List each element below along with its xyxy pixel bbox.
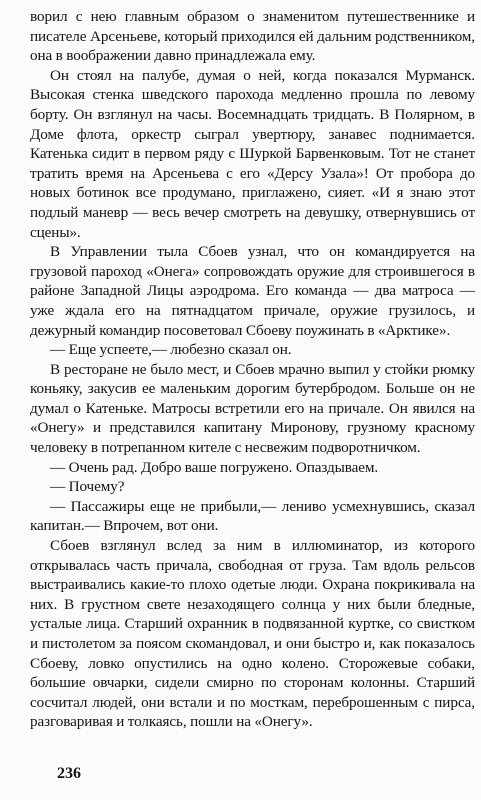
dialogue-line-3: — Почему?: [50, 478, 125, 496]
paragraph-1: ворил с нею главным образом о знаменитом путешественнике и писателе Арсеньеве, который приходился ей дальним родственником, она в воображении давно принадлежала ему.: [30, 8, 475, 65]
page-number: 236: [57, 765, 81, 782]
paragraph-2: Он стоял на палубе, думая о ней, когда показался Мурманск. Высокая стенка шведского парохода медленно прошла по левому борту. Он взглянул на часы. Восемнадцать тридцать. В Полярном, в Доме флота, оркестр сыграл увертюру, занавес поднимается. Катенька сидит в первом ряду с Шуркой Барвенковым. Тот не станет тратить время на Арсеньева с его «Дерсу Узала»! От пробора до новых ботинок все продумано, приглажено, сияет. «И я знаю этот подлый маневр — весь вечер смотреть на девушку, отвернувшись от сцены».: [30, 66, 475, 241]
dialogue-line-1: — Еще успеете,— любезно сказал он.: [50, 341, 292, 359]
paragraph-4: В ресторане не было мест, и Сбоев мрачно выпил у стойки рюмку коньяку, закусив ее маленьким дорогим бутербродом. Больше он не думал о Катеньке. Матросы встретили его на причале. Он явился на «Онегу» и представился капитану Миронову, грузному красному человеку в потрепанном кителе с несвежим подворотничком.: [30, 360, 475, 457]
paragraph-3: В Управлении тыла Сбоев узнал, что он командируется на грузовой пароход «Онега» сопровождать оружие для строившегося в районе Западной Лицы аэродрома. Его команда — два матроса — уже ждала его на пятнадцатом причале, оружие грузилось, и дежурный командир посоветовал Сбоеву поужинать в «Арктике».: [30, 243, 475, 339]
dialogue-line-4: — Пассажиры еще не прибыли,— лениво усмехнувшись, сказал капитан.— Впрочем, вот они.: [30, 497, 475, 535]
paragraph-5: Сбоев взглянул вслед за ним в иллюминатор, из которого открывалась часть причала, свободная от груза. Там вдоль рельсов выстраивались какие-то плохо одетые люди. Охрана покрикивала на них. В грустном свете незаходящего солнца у них были бледные, усталые лица. Старший охранник в подвязанной куртке, со свистком и пистолетом за поясом скомандовал, и они быстро и, как показалось Сбоеву, ловко опустились на одно колено. Сторожевые собаки, большие овчарки, сидели смирно по сторонам колонны. Старший сосчитал людей, они встали и по мосткам, переброшенным с пирса, разговаривая и толкаясь, пошли на «Онегу».: [30, 537, 475, 731]
dialogue-line-2: — Очень рад. Добро ваше погружено. Опаздываем.: [50, 458, 379, 476]
body-text: [30, 7, 475, 732]
